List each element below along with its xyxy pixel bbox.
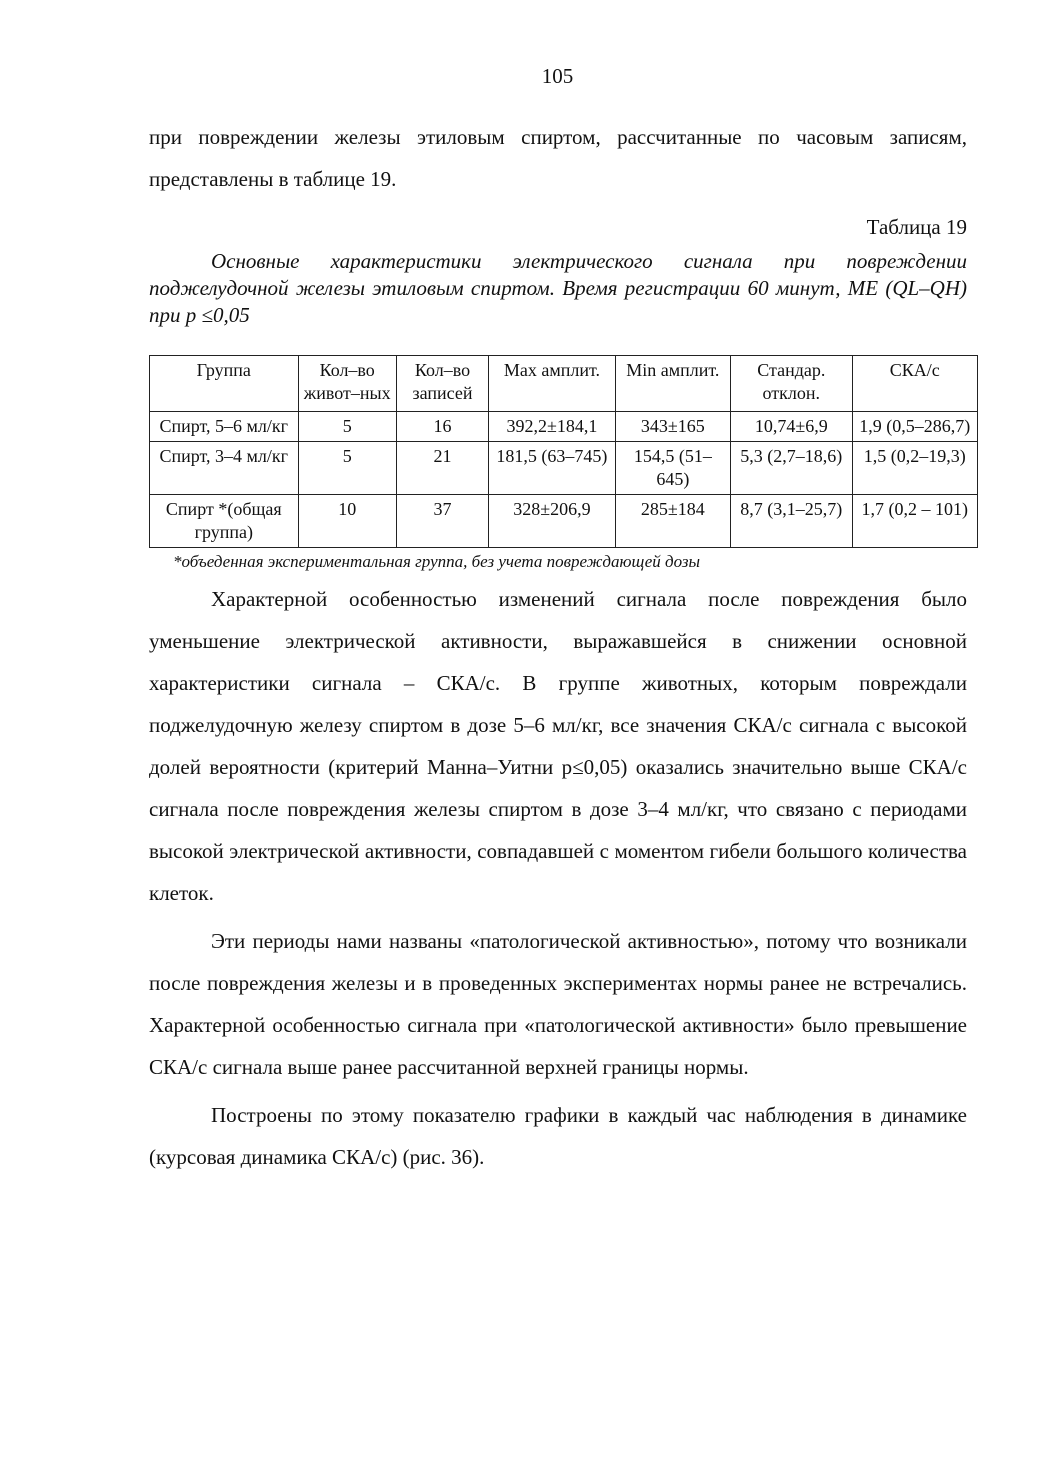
page-number: 105 bbox=[541, 64, 574, 88]
table-cell: Спирт *(общая группа) bbox=[150, 495, 299, 548]
table-cell: 5 bbox=[298, 412, 396, 442]
table-cell: 1,7 (0,2 – 101) bbox=[852, 495, 978, 548]
page-content bbox=[149, 116, 971, 1178]
table-cell: 328±206,9 bbox=[489, 495, 615, 548]
table-cell: 8,7 (3,1–25,7) bbox=[731, 495, 852, 548]
table-row bbox=[150, 495, 978, 548]
table-cell: 37 bbox=[396, 495, 488, 548]
data-table bbox=[149, 355, 978, 548]
header-max-amplitude: Мах амплит. bbox=[489, 356, 615, 412]
table-cell: 21 bbox=[396, 442, 488, 495]
table-cell: 10,74±6,9 bbox=[731, 412, 852, 442]
header-min-amplitude: Min амплит. bbox=[615, 356, 730, 412]
table-row bbox=[150, 442, 978, 495]
table-cell: 1,5 (0,2–19,3) bbox=[852, 442, 978, 495]
header-group: Группа bbox=[150, 356, 299, 412]
table-cell: 16 bbox=[396, 412, 488, 442]
header-ska: СКА/с bbox=[852, 356, 978, 412]
body-paragraph: Эти периоды нами названы «патологической активностью», потому что возникали после повреждения железы и в проведенных экспериментах нормы ранее не встречались. Характерной особенностью сигнала при «патологической активности» было превышение СКА/с сигнала выше ранее рассчитанной верхней границы нормы. bbox=[149, 929, 967, 1079]
header-animals: Кол–во живот–ных bbox=[298, 356, 396, 412]
body-text bbox=[149, 578, 967, 1178]
table-header-row bbox=[150, 356, 978, 412]
table-cell: 5 bbox=[298, 442, 396, 495]
table-cell: 343±165 bbox=[615, 412, 730, 442]
table-cell: 154,5 (51–645) bbox=[615, 442, 730, 495]
header-records: Кол–во записей bbox=[396, 356, 488, 412]
table-cell: 285±184 bbox=[615, 495, 730, 548]
header-std-dev: Стандар. отклон. bbox=[731, 356, 852, 412]
body-paragraph: Характерной особенностью изменений сигнала после повреждения было уменьшение электрической активности, выражавшейся в снижении основной характеристики сигнала – СКА/с. В группе животных, которым повреждали поджелудочную железу спиртом в дозе 5–6 мл/кг, все значения СКА/с сигнала с высокой долей вероятности (критерий Манна–Уитни р≤0,05) оказались значительно выше СКА/с сигнала после повреждения железы спиртом в дозе 3–4 мл/кг, что связано с периодами высокой электрической активности, совпадавшей с моментом гибели большого количества клеток. bbox=[149, 587, 967, 905]
table-row bbox=[150, 412, 978, 442]
table-cell: 10 bbox=[298, 495, 396, 548]
body-paragraph: Построены по этому показателю графики в каждый час наблюдения в динамике (курсовая динамика СКА/с) (рис. 36). bbox=[149, 1103, 967, 1169]
table-cell: 181,5 (63–745) bbox=[489, 442, 615, 495]
table-cell: 5,3 (2,7–18,6) bbox=[731, 442, 852, 495]
table-label: Таблица 19 bbox=[866, 215, 967, 239]
table-cell: 392,2±184,1 bbox=[489, 412, 615, 442]
table-cell: Спирт, 3–4 мл/кг bbox=[150, 442, 299, 495]
table-footnote: *объеденная экспериментальная группа, без учета повреждающей дозы bbox=[173, 552, 701, 571]
table-caption: Основные характеристики электрического сигнала при повреждении поджелудочной железы этиловым спиртом. Время регистрации 60 минут, МЕ (QL–QH) при р ≤0,05 bbox=[149, 249, 967, 327]
intro-paragraph: при повреждении железы этиловым спиртом, рассчитанные по часовым записям, представлены в таблице 19. bbox=[149, 125, 967, 191]
table-cell: 1,9 (0,5–286,7) bbox=[852, 412, 978, 442]
table-cell: Спирт, 5–6 мл/кг bbox=[150, 412, 299, 442]
